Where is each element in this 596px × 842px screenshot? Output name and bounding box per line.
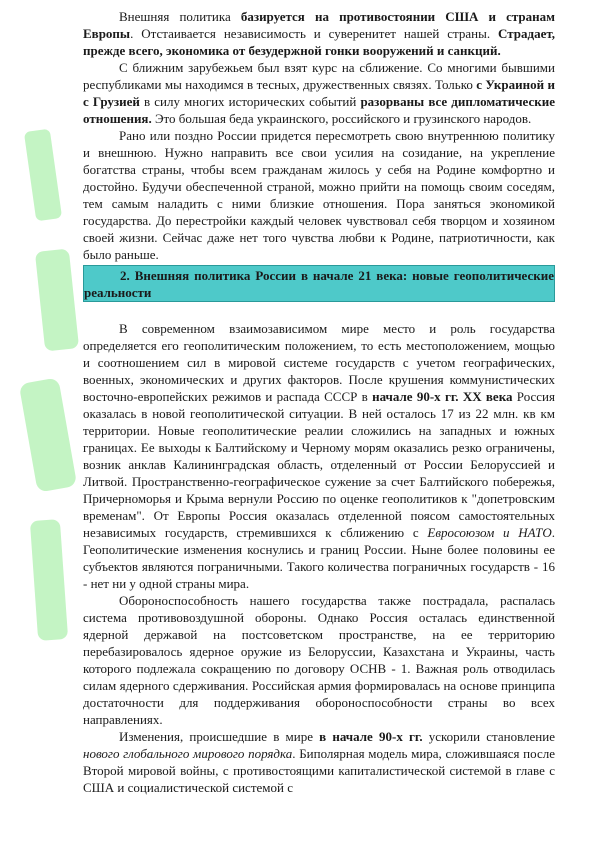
text-run: Внешняя политика <box>119 9 241 24</box>
text-run: Россия оказалась в новой геополитической ситуации. В ней осталось 17 из 22 млн. кв км территории. Новые геополитические реалии сложились на западных и южных границах. Ее выходы к Балтийскому и Черному морям оказались резко ограничены, возник анклав Калининградская область, отделенный от России Белоруссией и Литвой. Пространственно-географическое сужение за счет Балтийского побережья, Причерноморья и Крыма вернули Россию по оценке геополитиков к "допетровским временам". От Европы Россия оказалась отделенной поясом самостоятельных независимых государств, стремившихся к сближению с <box>83 389 555 540</box>
bold-run: начале 90-х гг. XX века <box>372 389 513 404</box>
text-run: Рано или поздно России придется пересмотреть свою внутреннюю политику и внешнюю. Нужно направить все свои усилия на созидание, на укрепление богатства страны, чтобы всем гражданам жилось у себя на Родине комфортно и достойно. Будучи обеспеченной страной, можно прийти на помощь своим соседям, тем самым наладить с ними близкие отношения. Пора заняться экономикой государства. До перестройки каждый человек чувствовал себя творцом и хозяином своей жизни. Сейчас даже нет того чувства любви к Родине, патриотичности, как было раньше. <box>83 128 555 262</box>
document-body <box>83 8 555 796</box>
text-run: Изменения, происшедшие в мире <box>119 729 320 744</box>
text-run: Это большая беда украинского, российского и грузинского народов. <box>151 111 532 126</box>
paragraph-6 <box>83 728 555 796</box>
paragraph-4 <box>83 320 555 592</box>
text-run: С ближним зарубежьем был взят курс на сближение. Со многими бывшими республиками мы находимся в тесных, дружественных связях. Только <box>83 60 555 92</box>
text-run: в силу многих исторических событий <box>139 94 361 109</box>
text-run: . Биполярная модель мира, сложившаяся после Второй мировой войны, с противостоящими капиталистической системой в главе с США и социалистической системой с <box>83 746 555 795</box>
text-run: . Отстаивается независимость и суверенитет нашей страны. <box>130 26 498 41</box>
section-heading: 2. Внешняя политика России в начале 21 века: новые геополитические реальности <box>83 265 555 302</box>
bold-run: Страдает, прежде всего, экономика от безудержной гонки вооружений и санкций. <box>83 26 555 58</box>
bold-run: с Украиной и с Грузией <box>83 77 555 109</box>
text-run: . Геополитические изменения коснулись и границ России. Ныне более половины ее субъектов являются пограничными. Такого количества пограничных государств - 16 - нет ни у одной страны мира. <box>83 525 555 591</box>
paragraph-2 <box>83 59 555 127</box>
spacer <box>83 302 555 320</box>
paragraph-5 <box>83 592 555 728</box>
paragraph-1 <box>83 8 555 59</box>
bold-run: базируется на противостоянии США и странам Европы <box>83 9 555 41</box>
italic-run: Евросоюзом и НАТО <box>427 525 552 540</box>
text-run: Обороноспособность нашего государства также пострадала, распалась система противовоздушной обороны. Однако Россия осталась единственной ядерной державой на постсоветском пространстве, на ее территорию перебазировалось ядерное оружие из Белоруссии, Казахстана и Украины, часть которого подлежала сокращению по договору ОСНВ - 1. Важная роль отводилась силам ядерного сдерживания. Российская армия формировалась на основе принципа достаточности для поддерживания обороноспособности страны во всех направлениях. <box>83 593 555 727</box>
italic-run: нового глобального мирового порядка <box>83 746 293 761</box>
paragraph-3 <box>83 127 555 263</box>
text-run: ускорили становление <box>422 729 555 744</box>
bold-run: в начале 90-х гг. <box>319 729 423 744</box>
bold-run: разорваны все дипломатические отношения. <box>83 94 555 126</box>
text-run: В современном взаимозависимом мире место и роль государства определяется его геополитическим положением, то есть местоположением, мощью и соотношением сил в мировой системе государств с учетом географических, военных, экономических и других факторов. После крушения коммунистических восточно-европейских режимов и распада СССР в <box>83 321 555 404</box>
